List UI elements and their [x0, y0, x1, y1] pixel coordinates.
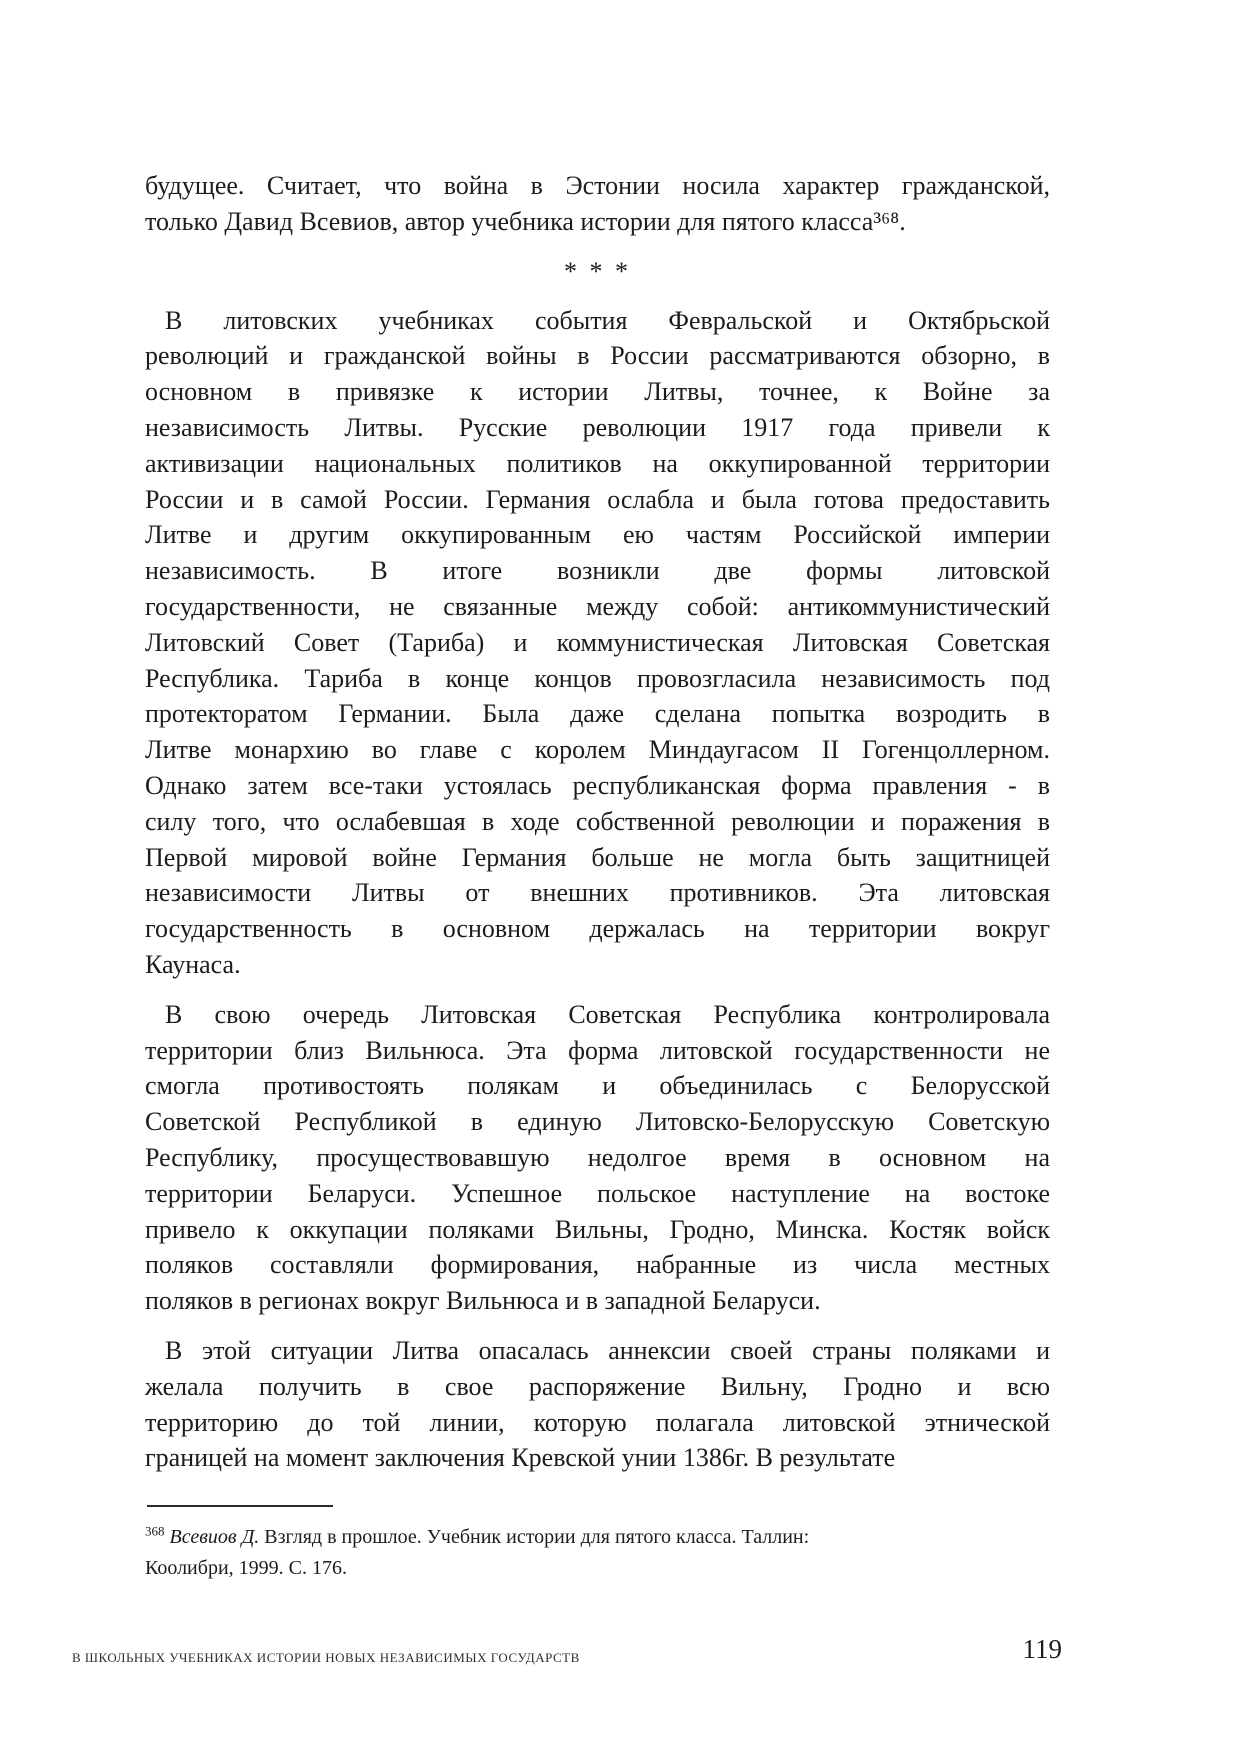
- footnote-line: [145, 1522, 935, 1553]
- text-line: границей на момент заключения Кревской унии 1386г. В результате: [145, 1443, 896, 1473]
- text-line: будущее. Считает, что война в Эстонии носила характер гражданской,: [145, 171, 1050, 200]
- paragraph: [145, 1333, 1050, 1476]
- text-line: государственности, не связанные между собой: антикоммунистический: [145, 591, 1050, 621]
- text-line: только Давид Всевиов, автор учебника истории для пятого класса³⁶⁸.: [145, 206, 906, 236]
- footnote-author: Всевиов Д.: [169, 1526, 260, 1548]
- text-line: независимости Литвы от внешних противников. Эта литовская: [145, 878, 1050, 908]
- footnote: [145, 1522, 935, 1584]
- text-line: независимость. В итоге возникли две формы литовской: [145, 556, 1050, 586]
- section-separator: * * *: [564, 256, 631, 286]
- text-line: В свою очередь Литовская Советская Республика контролировала: [165, 999, 1050, 1029]
- footnote-separator-line: [147, 1505, 333, 1507]
- text-line: Первой мировой войне Германия больше не могла быть защитницей: [145, 842, 1050, 872]
- text-line: независимость Литвы. Русские революции 1917 года привели к: [145, 412, 1050, 442]
- text-line: России и в самой России. Германия ослабла и была готова предоставить: [145, 484, 1050, 514]
- text-line: государственность в основном держалась на территории вокруг: [145, 914, 1050, 944]
- text-line: В литовских учебниках события Февральской и Октябрьской: [165, 305, 1050, 335]
- text-line: Республику, просуществовавшую недолгое время в основном на: [145, 1142, 1050, 1172]
- running-title: В ШКОЛЬНЫХ УЧЕБНИКАХ ИСТОРИИ НОВЫХ НЕЗАВИСИМЫХ ГОСУДАРСТВ: [72, 1650, 580, 1665]
- text-line: желала получить в свое распоряжение Вильну, Гродно и всю: [145, 1371, 1050, 1401]
- text-line: силу того, что ослабевшая в ходе собственной революции и поражения в: [145, 806, 1050, 836]
- text-line: основном в привязке к истории Литвы, точнее, к Войне за: [145, 377, 1050, 407]
- text-line: активизации национальных политиков на оккупированной территории: [145, 448, 1050, 478]
- text-line: Республика. Тариба в конце концов провозгласила независимость под: [145, 663, 1050, 693]
- text-line: территории Беларуси. Успешное польское наступление на востоке: [145, 1178, 1050, 1208]
- footnote-text: Взгляд в прошлое. Учебник истории для пятого класса. Таллин:: [264, 1526, 810, 1548]
- text-line: Советской Республикой в единую Литовско-Белорусскую Советскую: [145, 1107, 1050, 1137]
- text-line: протекторатом Германии. Была даже сделана попытка возродить в: [145, 699, 1050, 729]
- paragraph: [145, 303, 1050, 983]
- text-block: [145, 168, 1050, 1476]
- page-number: 119: [1022, 1634, 1062, 1664]
- text-line: поляков в регионах вокруг Вильнюса и в западной Беларуси.: [145, 1286, 821, 1316]
- text-line: территории близ Вильнюса. Эта форма литовской государственности не: [145, 1035, 1050, 1065]
- page-body: [145, 168, 1050, 1490]
- paragraph: [145, 168, 1050, 240]
- text-line: Литве монархию во главе с королем Миндаугасом II Гогенцоллерном.: [145, 735, 1050, 765]
- text-line: Литве и другим оккупированным ею частям Российской империи: [145, 520, 1050, 550]
- footnote-line: Коолибри, 1999. С. 176.: [145, 1557, 347, 1579]
- text-line: Литовский Совет (Тариба) и коммунистическая Литовская Советская: [145, 627, 1050, 657]
- text-line: В этой ситуации Литва опасалась аннексии своей страны поляками и: [165, 1335, 1050, 1365]
- text-line: смогла противостоять полякам и объединилась с Белорусской: [145, 1071, 1050, 1101]
- text-line: Однако затем все-таки устоялась республиканская форма правления - в: [145, 770, 1050, 800]
- footnote-marker: 368: [145, 1523, 165, 1539]
- text-line: территорию до той линии, которую полагала литовской этнической: [145, 1407, 1050, 1437]
- text-line: революций и гражданской войны в России рассматриваются обзорно, в: [145, 341, 1050, 371]
- text-line: Каунаса.: [145, 949, 241, 979]
- text-line: поляков составляли формирования, набранные из числа местных: [145, 1250, 1050, 1280]
- text-line: привело к оккупации поляками Вильны, Гродно, Минска. Костяк войск: [145, 1214, 1050, 1244]
- paragraph: [145, 997, 1050, 1319]
